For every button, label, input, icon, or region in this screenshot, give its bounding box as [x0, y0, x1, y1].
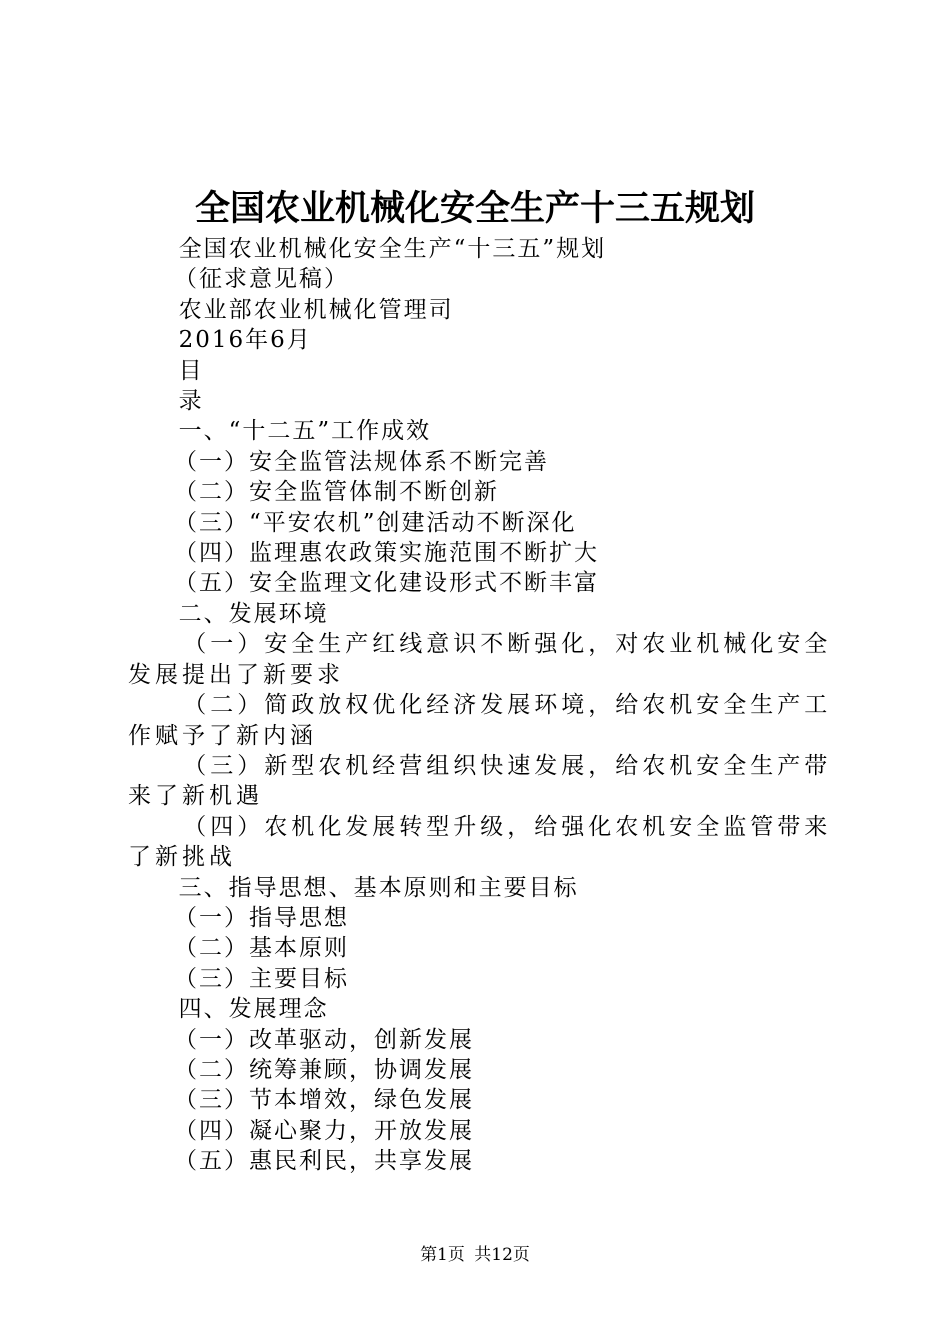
document-paragraph: 四、发展理念 — [178, 996, 329, 1023]
document-title: 全国农业机械化安全生产十三五规划 — [194, 188, 755, 229]
document-paragraph: （二）统筹兼顾，协调发展 — [174, 1056, 474, 1083]
document-paragraph: （三）主要目标 — [174, 965, 349, 992]
document-paragraph: （二）基本原则 — [174, 935, 349, 962]
document-paragraph: 二、发展环境 — [178, 600, 329, 627]
document-paragraph: 农业部农业机械化管理司 — [178, 296, 454, 323]
document-paragraph: （四）监理惠农政策实施范围不断扩大 — [174, 540, 599, 567]
document-paragraph: 一、“十二五”工作成效 — [178, 418, 432, 445]
document-paragraph: （四）凝心聚力，开放发展 — [174, 1117, 474, 1144]
document-paragraph: （三）新型农机经营组织快速发展，给农机安全生产带来了新机遇 — [128, 752, 832, 810]
document-paragraph: （三）节本增效，绿色发展 — [174, 1087, 474, 1114]
page-total: 共12页 — [474, 1245, 530, 1265]
document-paragraph: （四）农机化发展转型升级，给强化农机安全监管带来了新挑战 — [128, 813, 832, 871]
document-paragraph: （五）安全监理文化建设形式不断丰富 — [174, 570, 599, 597]
document-paragraph: 2016年6月 — [178, 327, 312, 354]
document-paragraph: 全国农业机械化安全生产“十三五”规划 — [178, 236, 607, 262]
document-paragraph: （一）安全监管法规体系不断完善 — [174, 448, 549, 475]
document-paragraph: 目 — [178, 357, 204, 384]
page-footer — [0, 1243, 950, 1267]
document-paragraph: 录 — [178, 388, 204, 415]
document-body — [128, 234, 834, 1177]
document-paragraph: （二）安全监管体制不断创新 — [174, 479, 499, 506]
document-paragraph: （五）惠民利民，共享发展 — [174, 1148, 474, 1175]
document-paragraph: （一）指导思想 — [174, 904, 349, 931]
document-paragraph: （一）改革驱动，创新发展 — [174, 1026, 474, 1053]
document-paragraph: （二）简政放权优化经济发展环境，给农机安全生产工作赋予了新内涵 — [128, 692, 832, 749]
document-paragraph: 三、指导思想、基本原则和主要目标 — [178, 874, 579, 901]
page-number: 第1页 — [420, 1245, 465, 1265]
document-paragraph: （一）安全生产红线意识不断强化，对农业机械化安全发展提出了新要求 — [128, 631, 832, 688]
document-paragraph: （三）“平安农机”创建活动不断深化 — [174, 509, 577, 536]
document-paragraph: （征求意见稿） — [174, 266, 349, 293]
